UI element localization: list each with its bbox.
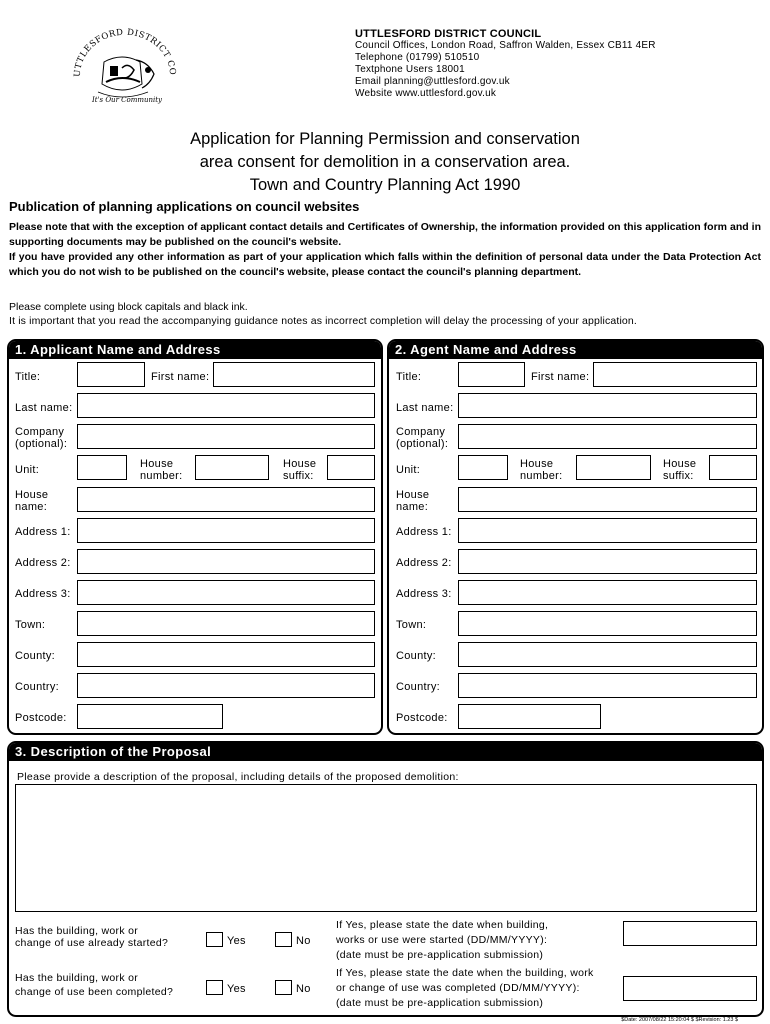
applicant-first-name-label: First name: [151, 371, 210, 383]
agent-house-number-field[interactable] [576, 455, 651, 480]
proposal-section-heading: 3. Description of the Proposal [9, 743, 762, 761]
applicant-address1-label: Address 1: [15, 526, 71, 538]
revision-footer: $Date: 2007/08/22 15:20:04 $ $Revision: 1.23 $ [621, 1017, 738, 1023]
started-no-checkbox[interactable] [275, 932, 292, 947]
title-line-1: Application for Planning Permission and conservation [190, 130, 580, 148]
agent-title-label: Title: [396, 371, 422, 383]
applicant-address2-field[interactable] [77, 549, 375, 574]
started-question-label-2: change of use already started? [15, 937, 169, 949]
agent-house-suffix-label: House [663, 458, 697, 470]
applicant-county-field[interactable] [77, 642, 375, 667]
agent-town-label: Town: [396, 619, 427, 631]
applicant-address3-field[interactable] [77, 580, 375, 605]
completed-date-instruction-2: or change of use was completed (DD/MM/YYYY): [336, 982, 580, 994]
applicant-house-number-field[interactable] [195, 455, 269, 480]
completed-question-label: Has the building, work or [15, 972, 139, 984]
agent-company-optional-label: (optional): [396, 438, 449, 450]
applicant-address3-label: Address 3: [15, 588, 71, 600]
agent-first-name-field[interactable] [593, 362, 757, 387]
agent-county-field[interactable] [458, 642, 757, 667]
applicant-country-field[interactable] [77, 673, 375, 698]
agent-house-suffix-label-2: suffix: [663, 470, 694, 482]
agent-house-suffix-field[interactable] [709, 455, 757, 480]
applicant-first-name-field[interactable] [213, 362, 375, 387]
started-date-instruction: If Yes, please state the date when building, [336, 919, 549, 931]
started-date-instruction-3: (date must be pre-application submission) [336, 949, 544, 961]
agent-last-name-label: Last name: [396, 402, 454, 414]
agent-country-field[interactable] [458, 673, 757, 698]
agent-address2-label: Address 2: [396, 557, 452, 569]
agent-country-label: Country: [396, 681, 440, 693]
applicant-house-number-label-2: number: [140, 470, 183, 482]
agent-address1-label: Address 1: [396, 526, 452, 538]
proposal-section [7, 741, 764, 1017]
council-logo [62, 22, 182, 112]
agent-unit-field[interactable] [458, 455, 508, 480]
publication-para-2: If you have provided any other information as part of your application which falls within the definition of personal data under the Data Protection Act which you do not wish to be published on the council's website, please contact the council's planning department. [9, 251, 761, 278]
applicant-county-label: County: [15, 650, 56, 662]
agent-company-label: Company [396, 426, 446, 438]
agent-address1-field[interactable] [458, 518, 757, 543]
started-question-label: Has the building, work or [15, 925, 139, 937]
agent-section-heading: 2. Agent Name and Address [389, 341, 762, 359]
agent-town-field[interactable] [458, 611, 757, 636]
agent-last-name-field[interactable] [458, 393, 757, 418]
applicant-country-label: Country: [15, 681, 59, 693]
applicant-house-number-label: House [140, 458, 174, 470]
completed-yes-checkbox[interactable] [206, 980, 223, 995]
council-address: Council Offices, London Road, Saffron Walden, Essex CB11 4ER [355, 40, 656, 51]
completed-date-instruction: If Yes, please state the date when the building, work [336, 967, 594, 979]
instruction-note-2: It is important that you read the accompanying guidance notes as incorrect completion will delay the processing of your application. [9, 315, 637, 327]
applicant-unit-label: Unit: [15, 464, 40, 476]
agent-first-name-label: First name: [531, 371, 590, 383]
applicant-title-field[interactable] [77, 362, 145, 387]
applicant-address2-label: Address 2: [15, 557, 71, 569]
applicant-postcode-label: Postcode: [15, 712, 67, 724]
applicant-section-heading: 1. Applicant Name and Address [9, 341, 381, 359]
started-date-field[interactable] [623, 921, 757, 946]
applicant-house-suffix-field[interactable] [327, 455, 375, 480]
agent-unit-label: Unit: [396, 464, 421, 476]
council-website: Website www.uttlesford.gov.uk [355, 88, 497, 99]
proposal-description-field[interactable] [15, 784, 757, 912]
agent-house-name-field[interactable] [458, 487, 757, 512]
title-line-3: Town and Country Planning Act 1990 [249, 176, 521, 194]
agent-title-field[interactable] [458, 362, 525, 387]
started-yes-label: Yes [227, 935, 246, 947]
started-yes-checkbox[interactable] [206, 932, 223, 947]
council-email: Email planning@uttlesford.gov.uk [355, 76, 510, 87]
completed-yes-label: Yes [227, 983, 246, 995]
instruction-note-1: Please complete using block capitals and black ink. [9, 301, 248, 313]
completed-date-field[interactable] [623, 976, 757, 1001]
applicant-company-field[interactable] [77, 424, 375, 449]
agent-address3-field[interactable] [458, 580, 757, 605]
applicant-postcode-field[interactable] [77, 704, 223, 729]
applicant-house-suffix-label-2: suffix: [283, 470, 314, 482]
logo-motto: It's Our Community [92, 96, 163, 104]
logo-ring-text: UTTLESFORD DISTRICT CO [72, 27, 178, 78]
proposal-prompt: Please provide a description of the proposal, including details of the proposed demolition: [17, 771, 459, 783]
applicant-town-field[interactable] [77, 611, 375, 636]
agent-company-field[interactable] [458, 424, 757, 449]
agent-postcode-field[interactable] [458, 704, 601, 729]
agent-house-number-label: House [520, 458, 554, 470]
agent-house-number-label-2: number: [520, 470, 563, 482]
applicant-house-name-label-2: name: [15, 501, 48, 513]
svg-text:UTTLESFORD DISTRICT COUNCIL [62, 22, 177, 77]
applicant-address1-field[interactable] [77, 518, 375, 543]
title-line-2: area consent for demolition in a conservation area. [199, 153, 571, 171]
agent-section [387, 339, 764, 735]
council-details [355, 28, 755, 100]
agent-address3-label: Address 3: [396, 588, 452, 600]
completed-date-instruction-3: (date must be pre-application submission) [336, 997, 544, 1009]
applicant-house-suffix-label: House [283, 458, 317, 470]
applicant-section [7, 339, 383, 735]
agent-address2-field[interactable] [458, 549, 757, 574]
council-textphone: Textphone Users 18001 [355, 64, 465, 75]
applicant-title-label: Title: [15, 371, 41, 383]
started-date-instruction-2: works or use were started (DD/MM/YYYY): [336, 934, 548, 946]
applicant-house-name-field[interactable] [77, 487, 375, 512]
page-title [0, 128, 770, 197]
agent-house-name-label-2: name: [396, 501, 429, 513]
agent-county-label: County: [396, 650, 437, 662]
applicant-house-name-label: House [15, 489, 49, 501]
started-no-label: No [296, 935, 311, 947]
completed-no-label: No [296, 983, 311, 995]
applicant-last-name-label: Last name: [15, 402, 73, 414]
publication-para-1: Please note that with the exception of applicant contact details and Certificates of Ownership, the information provided on this application form and in supporting documents may be published on the council's website. [9, 221, 761, 248]
publication-heading: Publication of planning applications on council websites [9, 199, 360, 214]
completed-question-label-2: change of use been completed? [15, 986, 174, 998]
applicant-town-label: Town: [15, 619, 46, 631]
applicant-company-optional-label: (optional): [15, 438, 68, 450]
council-telephone: Telephone (01799) 510510 [355, 52, 480, 63]
applicant-last-name-field[interactable] [77, 393, 375, 418]
agent-postcode-label: Postcode: [396, 712, 448, 724]
completed-no-checkbox[interactable] [275, 980, 292, 995]
agent-house-name-label: House [396, 489, 430, 501]
applicant-company-label: Company [15, 426, 65, 438]
council-name: UTTLESFORD DISTRICT COUNCIL [355, 28, 542, 40]
applicant-unit-field[interactable] [77, 455, 127, 480]
